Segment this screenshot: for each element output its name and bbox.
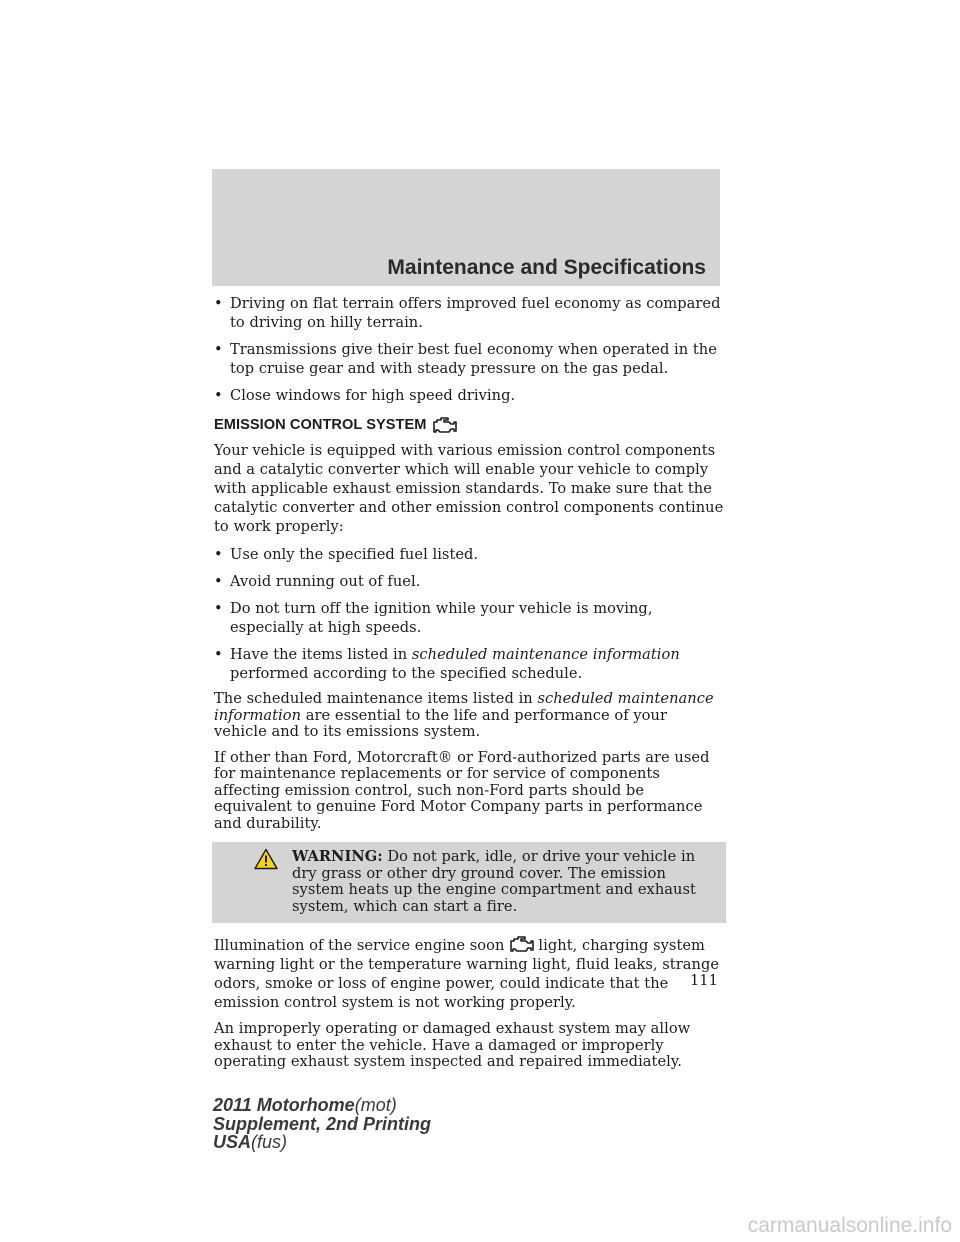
footer-market: USA [213, 1132, 252, 1152]
list-item: • Transmissions give their best fuel economy when operated in the top cruise gear and with steady pressure on the gas pedal. [214, 340, 724, 378]
footer-line-1 [213, 1096, 431, 1115]
text: The scheduled maintenance items listed in [214, 690, 538, 707]
list-item [214, 645, 724, 683]
list-item: • Close windows for high speed driving. [214, 386, 724, 405]
footer-market-code: (fus) [251, 1132, 288, 1152]
emission-heading [214, 415, 724, 435]
footer [213, 1096, 431, 1152]
emission-intro: Your vehicle is equipped with various emission control components and a catalytic converter which will enable your vehicle to comply with applicable exhaust emission standards. To make sure that the catalytic converter and other emission control components continue to work properly: [214, 442, 724, 535]
page-content [214, 294, 724, 1080]
text: Do not park, idle, or drive your vehicle in dry grass or other dry ground cover. The emission system heats up the engine compartment and exhaust system, which can start a fire. [292, 848, 696, 915]
text: performed according to the specified schedule. [230, 665, 583, 682]
text: light, charging system warning light or the temperature warning light, fluid leaks, strange odors, smoke or loss of engine power, could indicate that the emission control system is not working properly. [214, 937, 720, 1011]
emission-heading-text: EMISSION CONTROL SYSTEM [214, 417, 427, 433]
engine-icon [431, 416, 457, 434]
watermark: carmanualsonline.info [747, 1214, 952, 1237]
list-item: • Avoid running out of fuel. [214, 572, 724, 591]
text: Have the items listed in [230, 646, 412, 663]
warning-box [212, 842, 726, 923]
engine-icon [508, 935, 534, 953]
warning-triangle-icon [254, 848, 278, 870]
list-item: • Do not turn off the ignition while your vehicle is moving, especially at high speeds. [214, 599, 724, 637]
non-ford-parts-paragraph: If other than Ford, Motorcraft® or Ford-authorized parts are used for maintenance replacements or for service of components affecting emission control, such non-Ford parts should be equivalent to genuine Ford Motor Company parts in performance and durability. [214, 748, 710, 832]
emission-tips-list [214, 545, 724, 683]
text: are essential to the life and performance of your vehicle and to its emissions system. [214, 706, 667, 740]
illumination-paragraph [214, 935, 724, 1012]
warning-text [218, 849, 720, 915]
footer-model-code: (mot) [354, 1095, 397, 1115]
section-title: Maintenance and Specifications [387, 256, 706, 279]
warning-label: WARNING: [292, 848, 383, 865]
footer-model: 2011 Motorhome [213, 1095, 355, 1115]
footer-line-2: Supplement, 2nd Printing [213, 1113, 432, 1134]
list-item: • Driving on flat terrain offers improved fuel economy as compared to driving on hilly terrain. [214, 294, 724, 332]
scheduled-maintenance-paragraph [214, 691, 724, 741]
page-number: 111 [690, 972, 718, 989]
cross-reference: scheduled maintenance information [214, 690, 714, 724]
list-item: • Use only the specified fuel listed. [214, 545, 724, 564]
cross-reference: scheduled maintenance information [411, 646, 680, 663]
section-header-band [212, 169, 720, 286]
fuel-tips-list [214, 294, 724, 405]
text: Illumination of the service engine soon [214, 937, 505, 954]
footer-line-3 [213, 1133, 431, 1152]
exhaust-paragraph: An improperly operating or damaged exhaust system may allow exhaust to enter the vehicle. Have a damaged or improperly operating exhaust system inspected and repaired immediately. [214, 1020, 691, 1070]
